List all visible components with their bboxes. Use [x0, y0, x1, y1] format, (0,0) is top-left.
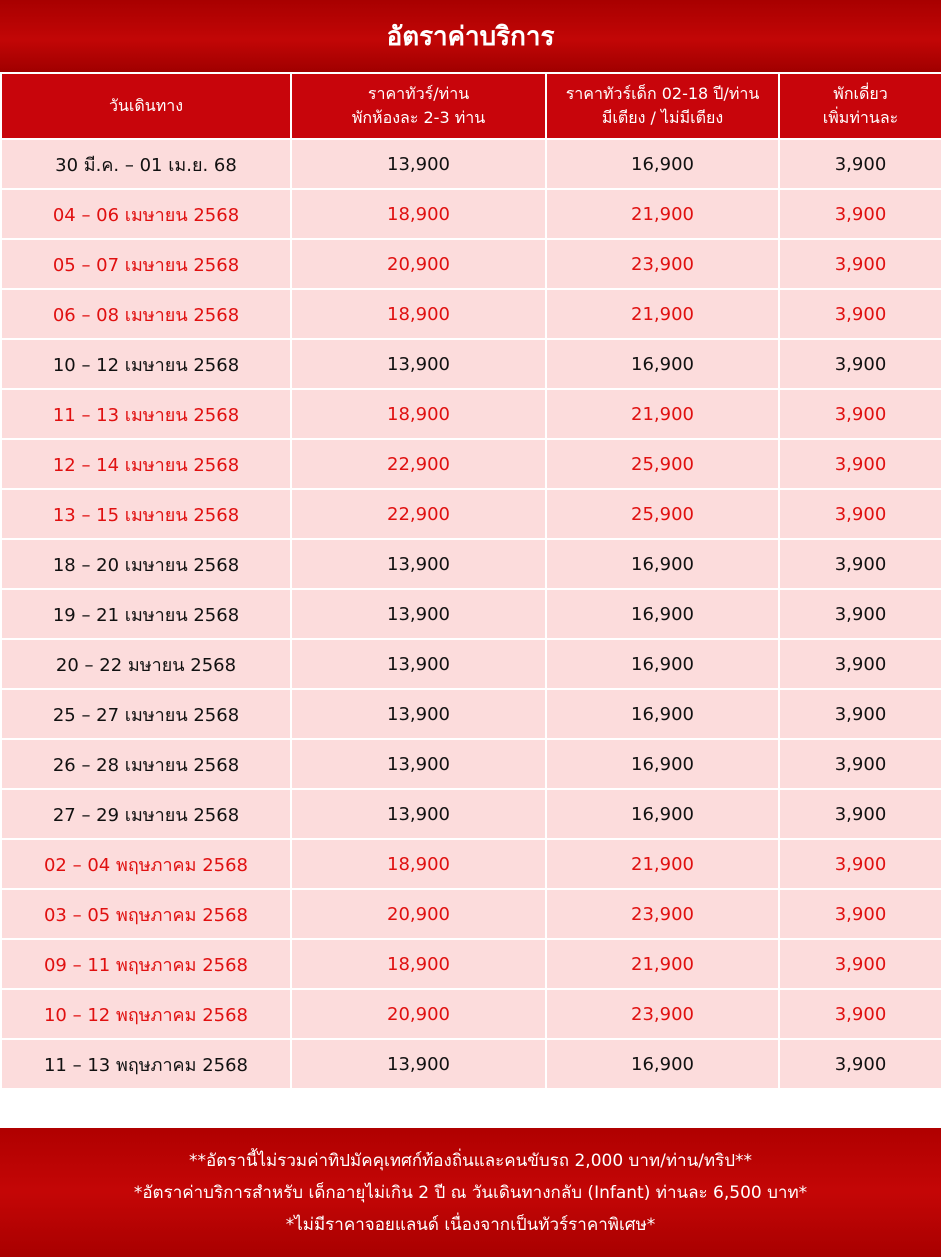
table-row — [1, 889, 941, 939]
cell-child-price: 16,900 — [546, 789, 779, 839]
cell-child-price: 23,900 — [546, 239, 779, 289]
cell-date: 11 – 13 เมษายน 2568 — [1, 389, 291, 439]
cell-single-supplement: 3,900 — [779, 589, 941, 639]
cell-date: 09 – 11 พฤษภาคม 2568 — [1, 939, 291, 989]
cell-adult-price: 13,900 — [291, 639, 546, 689]
note-tip: **อัตรานี้ไม่รวมค่าทิปมัคคุเทศก์ท้องถิ่นและคนขับรถ 2,000 บาท/ท่าน/ทริป** — [188, 1150, 753, 1171]
cell-date: 13 – 15 เมษายน 2568 — [1, 489, 291, 539]
table-row — [1, 489, 941, 539]
cell-date: 18 – 20 เมษายน 2568 — [1, 539, 291, 589]
cell-single-supplement: 3,900 — [779, 989, 941, 1039]
cell-date: 20 – 22 มษายน 2568 — [1, 639, 291, 689]
table-row — [1, 589, 941, 639]
cell-single-supplement: 3,900 — [779, 139, 941, 189]
cell-date: 04 – 06 เมษายน 2568 — [1, 189, 291, 239]
cell-child-price: 16,900 — [546, 739, 779, 789]
cell-adult-price: 13,900 — [291, 539, 546, 589]
page-title: อัตราค่าบริการ — [0, 0, 941, 72]
cell-adult-price: 22,900 — [291, 489, 546, 539]
cell-date: 06 – 08 เมษายน 2568 — [1, 289, 291, 339]
cell-adult-price: 20,900 — [291, 989, 546, 1039]
col-header-adult-price: ราคาทัวร์/ท่าน พักห้องละ 2-3 ท่าน — [291, 73, 546, 139]
cell-child-price: 16,900 — [546, 539, 779, 589]
cell-adult-price: 18,900 — [291, 389, 546, 439]
cell-adult-price: 13,900 — [291, 689, 546, 739]
cell-child-price: 25,900 — [546, 439, 779, 489]
cell-date: 12 – 14 เมษายน 2568 — [1, 439, 291, 489]
cell-date: 11 – 13 พฤษภาคม 2568 — [1, 1039, 291, 1089]
cell-adult-price: 13,900 — [291, 339, 546, 389]
cell-adult-price: 13,900 — [291, 739, 546, 789]
table-row — [1, 639, 941, 689]
cell-date: 02 – 04 พฤษภาคม 2568 — [1, 839, 291, 889]
table-header-row — [1, 73, 941, 139]
table-row — [1, 439, 941, 489]
cell-single-supplement: 3,900 — [779, 639, 941, 689]
cell-adult-price: 18,900 — [291, 189, 546, 239]
cell-single-supplement: 3,900 — [779, 339, 941, 389]
cell-adult-price: 13,900 — [291, 789, 546, 839]
cell-child-price: 16,900 — [546, 1039, 779, 1089]
cell-date: 03 – 05 พฤษภาคม 2568 — [1, 889, 291, 939]
cell-single-supplement: 3,900 — [779, 239, 941, 289]
table-row — [1, 189, 941, 239]
table-row — [1, 289, 941, 339]
cell-date: 27 – 29 เมษายน 2568 — [1, 789, 291, 839]
cell-adult-price: 18,900 — [291, 289, 546, 339]
cell-child-price: 21,900 — [546, 939, 779, 989]
cell-adult-price: 13,900 — [291, 589, 546, 639]
table-body — [1, 139, 941, 1089]
table-row — [1, 689, 941, 739]
cell-single-supplement: 3,900 — [779, 689, 941, 739]
cell-child-price: 21,900 — [546, 389, 779, 439]
cell-single-supplement: 3,900 — [779, 839, 941, 889]
cell-single-supplement: 3,900 — [779, 439, 941, 489]
cell-child-price: 16,900 — [546, 639, 779, 689]
table-row — [1, 839, 941, 889]
cell-child-price: 23,900 — [546, 889, 779, 939]
table-row — [1, 789, 941, 839]
cell-adult-price: 18,900 — [291, 839, 546, 889]
table-row — [1, 239, 941, 289]
cell-child-price: 21,900 — [546, 189, 779, 239]
cell-child-price: 21,900 — [546, 839, 779, 889]
cell-single-supplement: 3,900 — [779, 889, 941, 939]
cell-date: 10 – 12 เมษายน 2568 — [1, 339, 291, 389]
cell-single-supplement: 3,900 — [779, 539, 941, 589]
col-header-date: วันเดินทาง — [1, 73, 291, 139]
cell-single-supplement: 3,900 — [779, 289, 941, 339]
cell-single-supplement: 3,900 — [779, 789, 941, 839]
cell-adult-price: 22,900 — [291, 439, 546, 489]
cell-child-price: 16,900 — [546, 139, 779, 189]
note-joinland: *ไม่มีราคาจอยแลนด์ เนื่องจากเป็นทัวร์ราคาพิเศษ* — [285, 1214, 656, 1235]
cell-adult-price: 20,900 — [291, 889, 546, 939]
cell-child-price: 21,900 — [546, 289, 779, 339]
table-row — [1, 389, 941, 439]
cell-adult-price: 18,900 — [291, 939, 546, 989]
cell-date: 26 – 28 เมษายน 2568 — [1, 739, 291, 789]
cell-adult-price: 13,900 — [291, 139, 546, 189]
cell-single-supplement: 3,900 — [779, 939, 941, 989]
table-row — [1, 339, 941, 389]
rates-table — [0, 72, 941, 1090]
cell-single-supplement: 3,900 — [779, 739, 941, 789]
cell-date: 19 – 21 เมษายน 2568 — [1, 589, 291, 639]
cell-date: 05 – 07 เมษายน 2568 — [1, 239, 291, 289]
table-row — [1, 939, 941, 989]
cell-child-price: 25,900 — [546, 489, 779, 539]
table-row — [1, 1039, 941, 1089]
cell-child-price: 16,900 — [546, 689, 779, 739]
cell-date: 10 – 12 พฤษภาคม 2568 — [1, 989, 291, 1039]
notes-footer — [0, 1128, 941, 1257]
cell-child-price: 23,900 — [546, 989, 779, 1039]
cell-single-supplement: 3,900 — [779, 1039, 941, 1089]
cell-child-price: 16,900 — [546, 339, 779, 389]
table-row — [1, 739, 941, 789]
cell-single-supplement: 3,900 — [779, 189, 941, 239]
col-header-child-price: ราคาทัวร์เด็ก 02-18 ปี/ท่าน มีเตียง / ไม่มีเตียง — [546, 73, 779, 139]
table-row — [1, 539, 941, 589]
table-row — [1, 139, 941, 189]
cell-date: 25 – 27 เมษายน 2568 — [1, 689, 291, 739]
cell-single-supplement: 3,900 — [779, 389, 941, 439]
col-header-single-supplement: พักเดี่ยว เพิ่มท่านละ — [779, 73, 941, 139]
table-row — [1, 989, 941, 1039]
note-infant: *อัตราค่าบริการสำหรับ เด็กอายุไม่เกิน 2 ปี ณ วันเดินทางกลับ (Infant) ท่านละ 6,500 บาท* — [133, 1182, 808, 1203]
cell-date: 30 มี.ค. – 01 เม.ย. 68 — [1, 139, 291, 189]
cell-child-price: 16,900 — [546, 589, 779, 639]
cell-adult-price: 13,900 — [291, 1039, 546, 1089]
cell-adult-price: 20,900 — [291, 239, 546, 289]
cell-single-supplement: 3,900 — [779, 489, 941, 539]
